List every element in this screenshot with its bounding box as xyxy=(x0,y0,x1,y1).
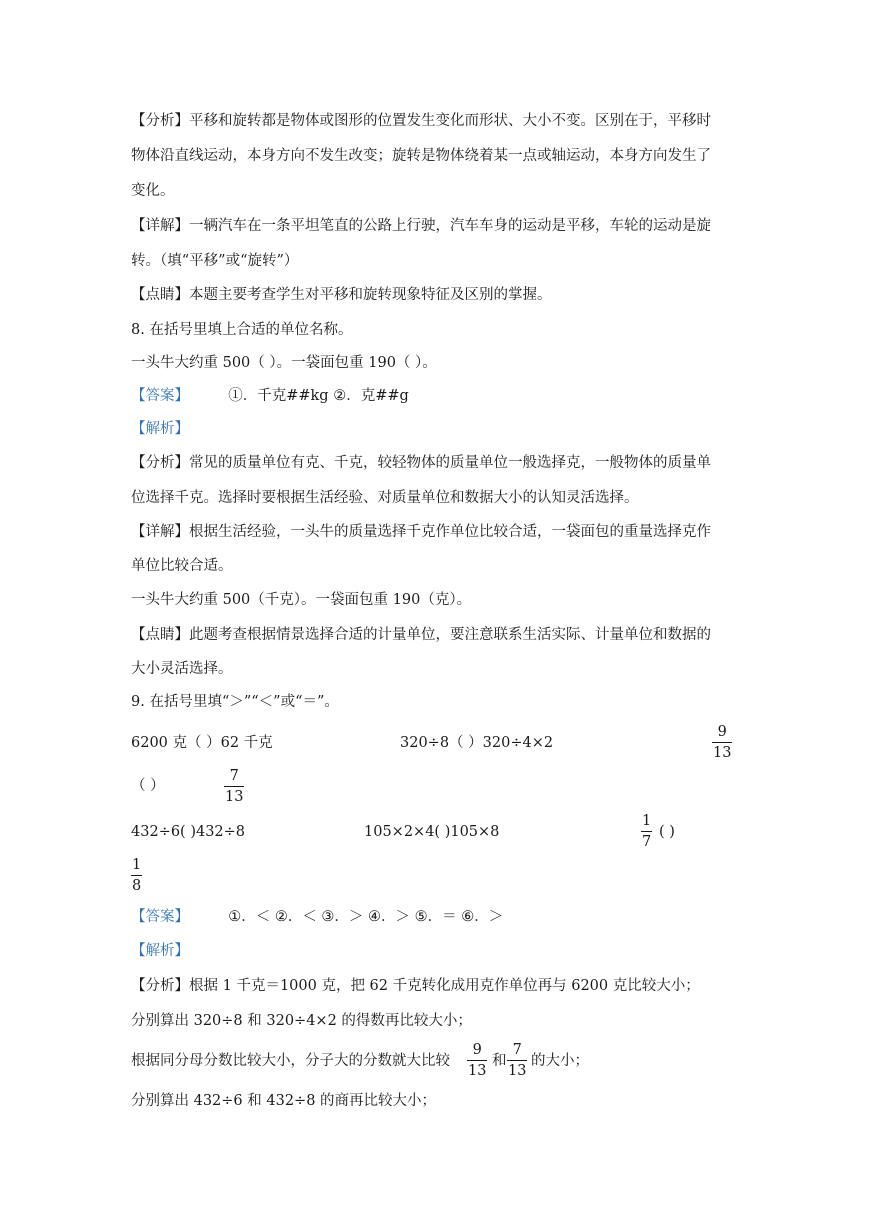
fraction xyxy=(224,767,244,806)
question-8-title: 8. 在括号里填上合适的单位名称。 xyxy=(131,322,353,338)
q9-item-3-blank: （ ） xyxy=(131,778,165,794)
explanation-label: 【解析】 xyxy=(131,421,189,437)
detail-paragraph-line: 【详解】一辆汽车在一条平坦笔直的公路上行驶，汽车车身的运动是平移，车轮的运动是旋 xyxy=(131,218,711,234)
detail-paragraph-line: 【详解】根据生活经验，一头牛的质量选择千克作单位比较合适，一袋面包的重量选择克作 xyxy=(131,524,711,540)
analysis-paragraph-line: 分别算出 320÷8 和 320÷4×2 的得数再比较大小； xyxy=(131,1013,472,1029)
fraction-denominator: 7 xyxy=(642,834,652,850)
answer-9-values: ①．＜ ②．＜ ③．＞ ④．＞ ⑤．＝ ⑥．＞ xyxy=(228,909,504,925)
fraction xyxy=(507,1041,527,1080)
fraction-numerator: 7 xyxy=(512,1042,522,1058)
fraction xyxy=(641,812,652,851)
question-8-body: 一头牛大约重 500（ ）。一袋面包重 190（ ）。 xyxy=(131,355,437,371)
detail-result-line: 一头牛大约重 500（千克）。一袋面包重 190（克）。 xyxy=(131,592,472,608)
analysis-paragraph-line: 位选择千克。选择时要根据生活经验、对质量单位和数据大小的认知灵活选择。 xyxy=(131,490,639,506)
fraction-denominator: 13 xyxy=(225,789,244,805)
q9-item-2: 320÷8（ ）320÷4×2 xyxy=(400,735,554,751)
analysis-paragraph-line: 物体沿直线运动，本身方向不发生改变；旋转是物体绕着某一点或轴运动，本身方向发生了 xyxy=(131,148,711,164)
question-9-title: 9. 在括号里填“＞”“＜”或“＝”。 xyxy=(131,694,339,710)
comment-paragraph-line: 【点睛】此题考查根据情景选择合适的计量单位，要注意联系生活实际、计量单位和数据的 xyxy=(131,627,711,643)
answer-9-line xyxy=(131,907,503,927)
analysis-paragraph-line: 【分析】平移和旋转都是物体或图形的位置发生变化而形状、大小不变。区别在于，平移时 xyxy=(131,113,711,129)
fraction-numerator: 9 xyxy=(717,724,727,740)
comment-paragraph-line: 大小灵活选择。 xyxy=(131,661,233,677)
fraction-numerator: 9 xyxy=(472,1042,482,1058)
fraction-bar xyxy=(131,875,142,876)
fraction-numerator: 1 xyxy=(132,857,142,873)
fraction-denominator: 13 xyxy=(468,1063,487,1079)
fraction-bar xyxy=(507,1060,527,1061)
answer-8-line xyxy=(131,386,409,406)
fraction xyxy=(467,1041,487,1080)
answer-label: 【答案】 xyxy=(131,388,189,404)
detail-paragraph-line: 单位比较合适。 xyxy=(131,558,233,574)
answer-label: 【答案】 xyxy=(131,909,189,925)
fraction-bar xyxy=(641,831,652,832)
fraction-denominator: 13 xyxy=(713,745,732,761)
analysis-fraction-line-and: 和 xyxy=(492,1053,507,1069)
fraction-denominator: 13 xyxy=(508,1063,527,1079)
fraction-numerator: 1 xyxy=(642,813,652,829)
analysis-fraction-line-end: 的大小； xyxy=(531,1053,589,1069)
fraction-bar xyxy=(224,786,244,787)
fraction-bar xyxy=(467,1060,487,1061)
q9-item-4: 432÷6( )432÷8 xyxy=(131,824,246,840)
fraction xyxy=(131,856,142,895)
fraction xyxy=(712,723,732,762)
explanation-label: 【解析】 xyxy=(131,943,189,959)
analysis-paragraph-line: 【分析】根据 1 千克＝1000 克，把 62 千克转化成用克作单位再与 6200 克比较大小； xyxy=(131,978,700,994)
analysis-paragraph-line: 变化。 xyxy=(131,183,175,199)
fraction-bar xyxy=(712,742,732,743)
fraction-numerator: 7 xyxy=(229,768,239,784)
comment-paragraph: 【点睛】本题主要考查学生对平移和旋转现象特征及区别的掌握。 xyxy=(131,287,552,303)
q9-item-5: 105×2×4( )105×8 xyxy=(364,824,500,840)
analysis-paragraph-line: 分别算出 432÷6 和 432÷8 的商再比较大小； xyxy=(131,1093,437,1109)
answer-8-values: ①．千克##kg ②．克##g xyxy=(228,388,409,404)
q9-item-6-blank: ( ) xyxy=(659,824,675,840)
analysis-fraction-line-start: 根据同分母分数比较大小，分子大的分数就大比较 xyxy=(131,1053,450,1069)
analysis-paragraph-line: 【分析】常见的质量单位有克、千克，较轻物体的质量单位一般选择克，一般物体的质量单 xyxy=(131,455,711,471)
fraction-denominator: 8 xyxy=(132,878,142,894)
detail-paragraph-line: 转。（填“平移”或“旋转”） xyxy=(131,253,299,269)
q9-item-1: 6200 克（ ）62 千克 xyxy=(131,735,273,751)
